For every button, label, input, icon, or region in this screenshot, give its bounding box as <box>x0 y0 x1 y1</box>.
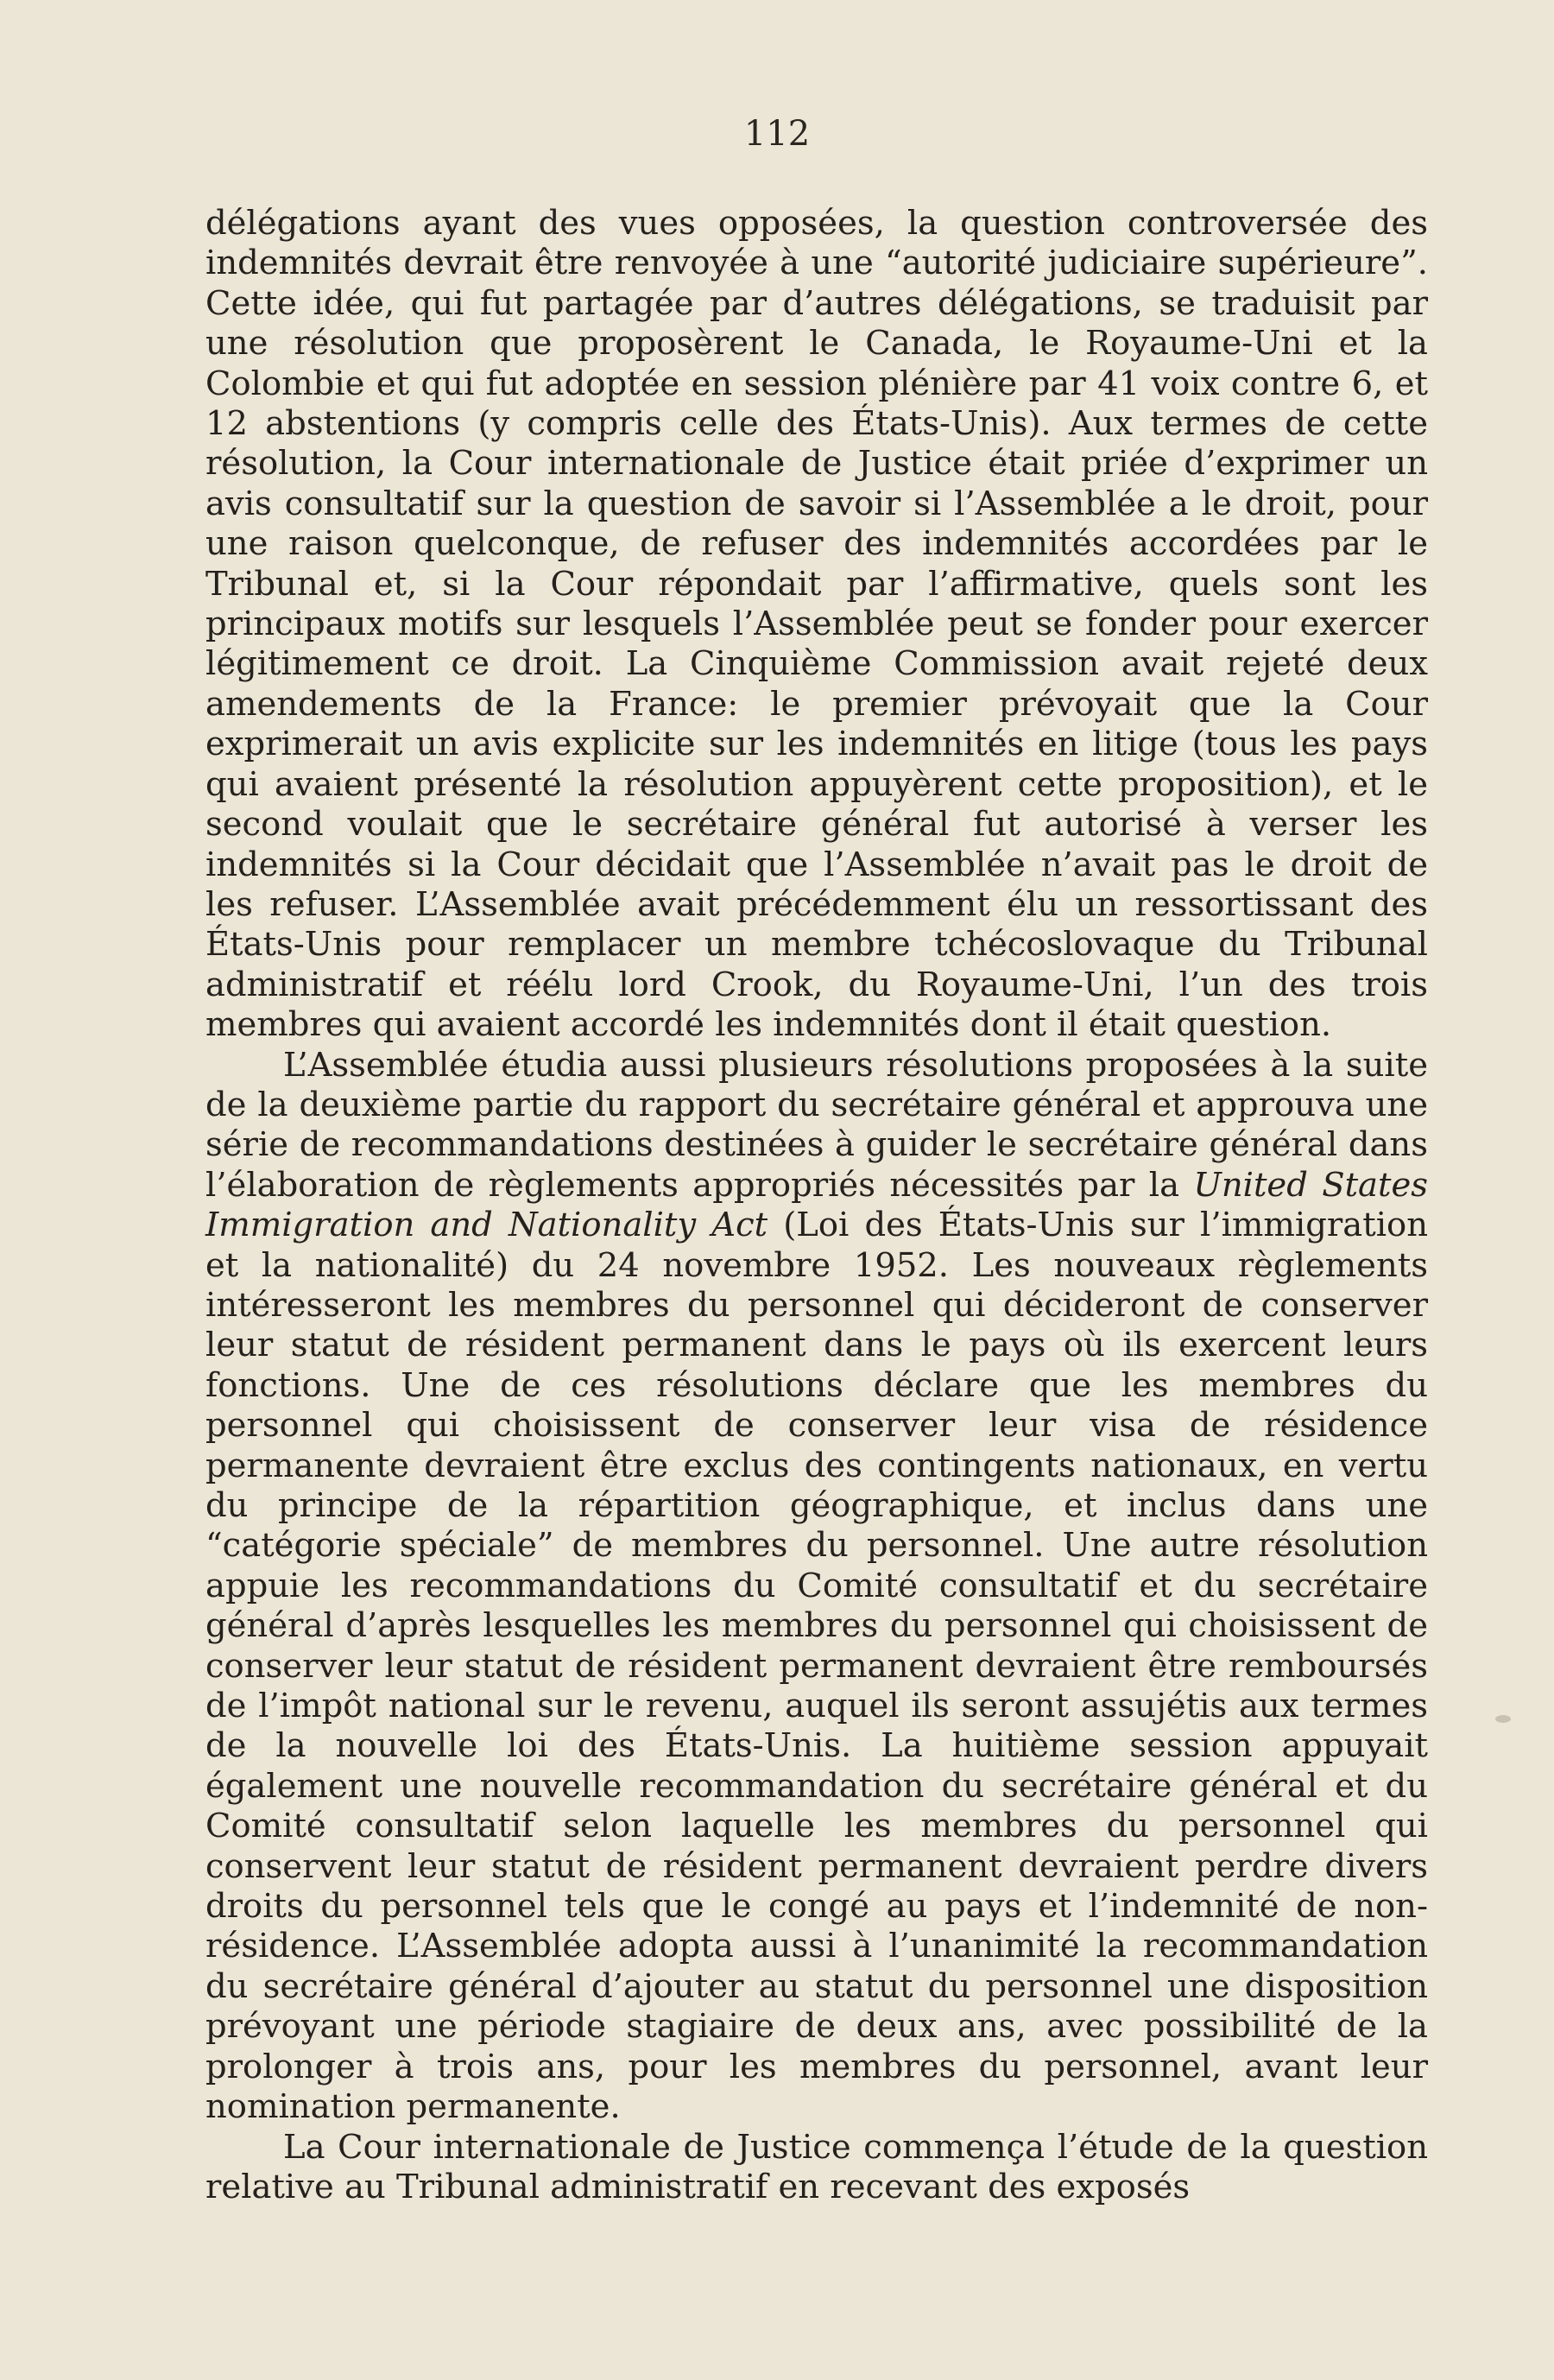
paragraph-text: La Cour internationale de Justice commença l’étude de la question relative au Tribunal administratif en recevant des exposés <box>205 2127 1428 2206</box>
paragraph-text: L’Assemblée étudia aussi plusieurs résolutions proposées à la suite de la deuxième partie du rapport du secrétaire général et approuva une série de recommandations destinées à guider le secrétaire général dans l’élaboration de règlements appropriés nécessités par la <box>205 1045 1428 1205</box>
body-text <box>205 204 1428 2207</box>
paragraph-text: (Loi des États-Unis sur l’immigration et la nationalité) du 24 novembre 1952. Les nouveaux règlements intéresseront les membres du personnel qui décideront de conserver leur statut de résident permanent dans le pays où ils exercent leurs fonctions. Une de ces résolutions déclare que les membres du personnel qui choisissent de conserver leur visa de résidence permanente devraient être exclus des contingents nationaux, en vertu du principe de la répartition géographique, et inclus dans une “catégorie spéciale” de membres du personnel. Une autre résolution appuie les recommandations du Comité consultatif et du secrétaire général d’après lesquelles les membres du personnel qui choisissent de conserver leur statut de résident permanent devraient être remboursés de l’impôt national sur le revenu, auquel ils seront assujétis aux termes de la nouvelle loi des États-Unis. La huitième session appuyait également une nouvelle recommandation du secrétaire général et du Comité consultatif selon laquelle les membres du personnel qui conservent leur statut de résident permanent devraient perdre divers droits du personnel tels que le congé au pays et l’indemnité de non-résidence. L’Assemblée adopta aussi à l’unanimité la recommandation du secrétaire général d’ajouter au statut du personnel une disposition prévoyant une période stagiaire de deux ans, avec possibilité de la prolonger à trois ans, pour les membres du personnel, avant leur nomination permanente. <box>205 1206 1428 2127</box>
page-number: 112 <box>743 114 811 154</box>
paragraph-court-study <box>205 2128 1428 2208</box>
paper-speck <box>1495 1715 1511 1723</box>
paragraph-continuation <box>205 204 1428 1046</box>
paragraph-text: délégations ayant des vues opposées, la question controversée des indemnités devrait être renvoyée à une “autorité judiciaire supérieure”. Cette idée, qui fut partagée par d’autres délégations, se traduisit par une résolution que proposèrent le Canada, le Royaume-Uni et la Colombie et qui fut adoptée en session plénière par 41 voix contre 6, et 12 abstentions (y compris celle des États-Unis). Aux termes de cette résolution, la Cour internationale de Justice était priée d’exprimer un avis consultatif sur la question de savoir si l’Assemblée a le droit, pour une raison quelconque, de refuser des indemnités accordées par le Tribunal et, si la Cour répondait par l’affirmative, quels sont les principaux motifs sur lesquels l’Assemblée peut se fonder pour exercer légitimement ce droit. La Cinquième Commission avait rejeté deux amendements de la France: le premier prévoyait que la Cour exprimerait un avis explicite sur les indemnités en litige (tous les pays qui avaient présenté la résolution appuyèrent cette proposition), et le second voulait que le secrétaire général fut autorisé à verser les indemnités si la Cour décidait que l’Assemblée n’avait pas le droit de les refuser. L’Assemblée avait précédemment élu un ressortissant des États-Unis pour remplacer un membre tchécoslovaque du Tribunal administratif et réélu lord Crook, du Royaume-Uni, l’un des trois membres qui avaient accordé les indemnités dont il était question. <box>205 204 1428 1045</box>
paragraph-immigration-regulations <box>205 1046 1428 2128</box>
act-title-italic: United States Immigration and Nationality Act <box>205 1165 1429 1245</box>
